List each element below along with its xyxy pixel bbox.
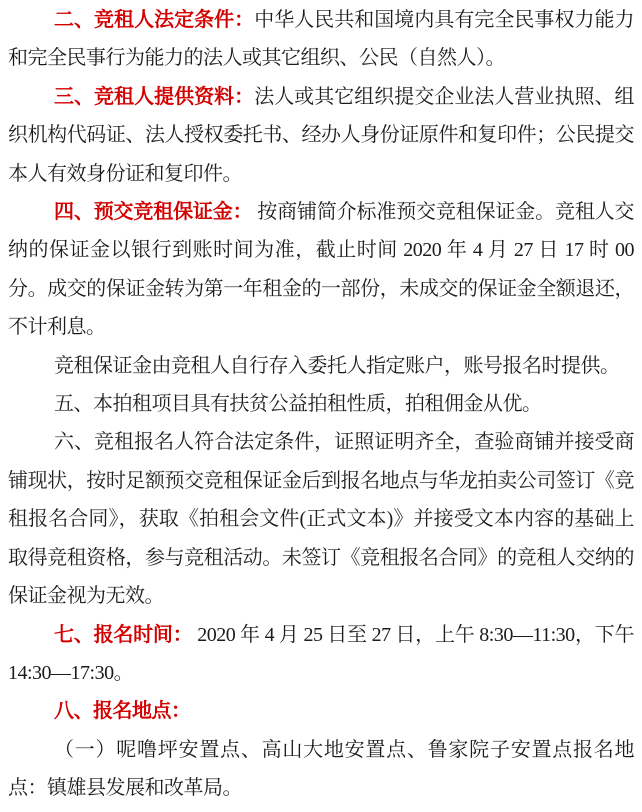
paragraph-legal-conditions: [8, 1, 634, 78]
section-heading-deposit: 四、预交竞租保证金：: [54, 201, 253, 224]
paragraph-deposit: [8, 193, 634, 347]
paragraph-text: 五、本拍租项目具有扶贫公益拍租性质，拍租佣金从优。: [54, 393, 542, 416]
paragraph-text: 按商铺简介标准预交竞租保证金。竞租人交纳的保证金以银行到账时间为准，截止时间 2020 年 4 月 27 日 17 时 00 分。成交的保证金转为第一年租金的一部份，未成交的保证金全额退还，不计利息。: [8, 201, 635, 339]
paragraph-deposit-account: [8, 347, 634, 385]
paragraph-text: 中华人民共和国境内具有完全民事权力能力和完全民事行为能力的法人或其它组织、公民（自然人）。: [8, 9, 635, 70]
paragraph-text: 六、竞租报名人符合法定条件，证照证明齐全，查验商铺并接受商铺现状，按时足额预交竞租保证金后到报名地点与华龙拍卖公司签订《竞租报名合同》，获取《拍租会文件(正式文本)》并接受文本内容的基础上取得竞租资格，参与竞租活动。未签订《竞租报名合同》的竞租人交纳的保证金视为无效。: [8, 431, 634, 608]
section-heading-legal-conditions: 二、竞租人法定条件：: [54, 9, 255, 31]
section-heading-registration-time: 七、报名时间：: [54, 623, 193, 646]
paragraph-poverty-alleviation: [8, 385, 634, 423]
paragraph-text: 2020 年 4 月 25 日至 27 日，上午 8:30—11:30，下午 14:30—17:30。: [8, 623, 635, 684]
paragraph-text: （一）呢噜坪安置点、高山大地安置点、鲁家院子安置点报名地点：镇雄县发展和改革局。: [8, 738, 634, 800]
section-heading-registration-location: 八、报名地点：: [54, 700, 191, 723]
paragraph-text: 法人或其它组织提交企业法人营业执照、组织机构代码证、法人授权委托书、经办人身份证原件和复印件；公民提交本人有效身份证和复印件。: [8, 85, 635, 185]
paragraph-text: 竞租保证金由竞租人自行存入委托人指定账户，账号报名时提供。: [54, 354, 620, 377]
paragraph-required-documents: [8, 78, 634, 193]
paragraph-registration-time: [8, 616, 634, 693]
paragraph-registration-location-heading: [8, 692, 634, 730]
paragraph-registration-location-detail: [8, 731, 634, 808]
section-heading-required-documents: 三、竞租人提供资料：: [54, 85, 255, 108]
paragraph-registration-qualification: [8, 423, 634, 615]
